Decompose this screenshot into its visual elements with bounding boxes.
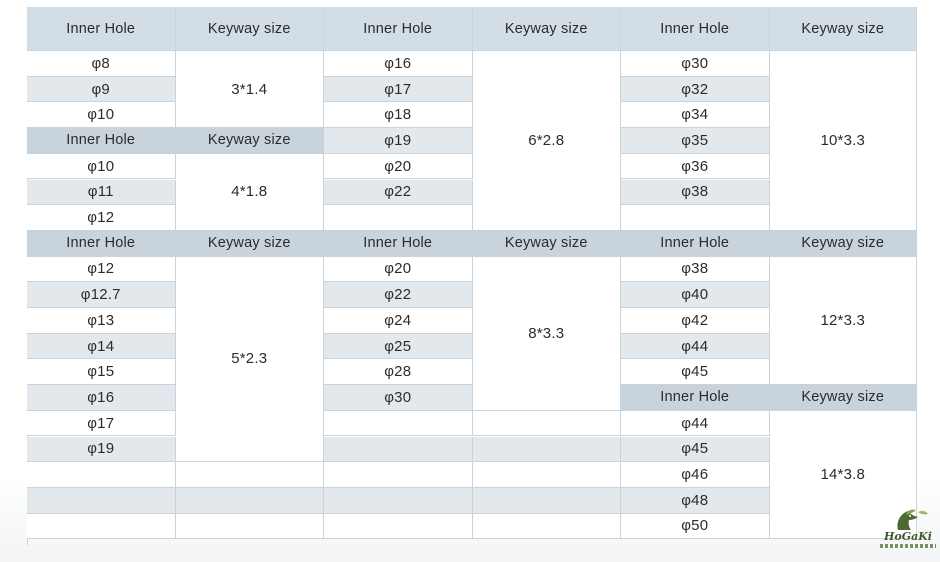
inner-hole-cell: φ42 xyxy=(621,308,770,334)
inner-hole-cell: φ45 xyxy=(621,359,770,385)
header-inner-hole: Inner Hole xyxy=(324,231,473,257)
empty-cell xyxy=(473,437,622,463)
header-inner-hole: Inner Hole xyxy=(27,128,176,154)
inner-hole-cell: φ46 xyxy=(621,462,770,488)
empty-cell xyxy=(176,462,325,488)
inner-hole-cell: φ40 xyxy=(621,282,770,308)
inner-hole-cell: φ15 xyxy=(27,359,176,385)
empty-cell xyxy=(324,514,473,540)
header-inner-hole: Inner Hole xyxy=(621,385,770,411)
brand-logo xyxy=(878,508,938,554)
keyway-size-table xyxy=(27,7,917,545)
empty-cell xyxy=(473,462,622,488)
inner-hole-cell: φ44 xyxy=(621,411,770,437)
inner-hole-cell: φ20 xyxy=(324,257,473,283)
header-keyway-size: Keyway size xyxy=(770,231,918,257)
header-keyway-size: Keyway size xyxy=(770,7,918,51)
empty-cell xyxy=(324,437,473,463)
inner-hole-cell: φ34 xyxy=(621,102,770,128)
logo-wordmark: HoGaKi xyxy=(884,530,932,543)
inner-hole-cell: φ50 xyxy=(621,514,770,540)
inner-hole-cell: φ19 xyxy=(324,128,473,154)
inner-hole-cell: φ22 xyxy=(324,282,473,308)
empty-cell xyxy=(324,488,473,514)
header-inner-hole: Inner Hole xyxy=(27,231,176,257)
inner-hole-cell: φ10 xyxy=(27,154,176,180)
keyway-size-cell: 14*3.8 xyxy=(770,411,918,540)
header-keyway-size: Keyway size xyxy=(473,7,622,51)
inner-hole-cell: φ25 xyxy=(324,334,473,360)
header-inner-hole: Inner Hole xyxy=(621,231,770,257)
inner-hole-cell: φ30 xyxy=(621,51,770,77)
empty-cell xyxy=(176,514,325,540)
keyway-size-cell: 3*1.4 xyxy=(176,51,325,128)
keyway-size-cell: 4*1.8 xyxy=(176,154,325,231)
header-keyway-size: Keyway size xyxy=(176,231,325,257)
inner-hole-cell: φ17 xyxy=(324,77,473,103)
inner-hole-cell: φ18 xyxy=(324,102,473,128)
keyway-size-cell: 6*2.8 xyxy=(473,51,622,231)
inner-hole-cell: φ38 xyxy=(621,180,770,206)
inner-hole-cell: φ17 xyxy=(27,411,176,437)
inner-hole-cell: φ22 xyxy=(324,180,473,206)
header-keyway-size: Keyway size xyxy=(770,385,918,411)
empty-cell xyxy=(473,488,622,514)
keyway-size-cell: 8*3.3 xyxy=(473,257,622,411)
inner-hole-cell: φ13 xyxy=(27,308,176,334)
inner-hole-cell: φ12.7 xyxy=(27,282,176,308)
inner-hole-cell: φ12 xyxy=(27,205,176,231)
empty-cell xyxy=(27,462,176,488)
empty-cell xyxy=(324,411,473,437)
keyway-size-cell: 10*3.3 xyxy=(770,51,918,231)
keyway-size-cell: 5*2.3 xyxy=(176,257,325,463)
empty-cell xyxy=(473,411,622,437)
inner-hole-cell: φ11 xyxy=(27,180,176,206)
header-keyway-size: Keyway size xyxy=(176,7,325,51)
inner-hole-cell: φ19 xyxy=(27,437,176,463)
inner-hole-cell: φ28 xyxy=(324,359,473,385)
inner-hole-cell: φ16 xyxy=(324,51,473,77)
inner-hole-cell: φ44 xyxy=(621,334,770,360)
horse-head-leaf-icon xyxy=(878,508,938,532)
inner-hole-cell: φ16 xyxy=(27,385,176,411)
inner-hole-cell: φ24 xyxy=(324,308,473,334)
inner-hole-cell: φ10 xyxy=(27,102,176,128)
inner-hole-cell: φ38 xyxy=(621,257,770,283)
empty-cell xyxy=(324,462,473,488)
inner-hole-cell: φ14 xyxy=(27,334,176,360)
header-inner-hole: Inner Hole xyxy=(621,7,770,51)
empty-cell xyxy=(27,488,176,514)
logo-tagline-strip xyxy=(880,544,936,548)
empty-cell xyxy=(324,205,473,231)
keyway-size-cell: 12*3.3 xyxy=(770,257,918,386)
inner-hole-cell: φ8 xyxy=(27,51,176,77)
inner-hole-cell: φ48 xyxy=(621,488,770,514)
header-inner-hole: Inner Hole xyxy=(324,7,473,51)
empty-cell xyxy=(27,514,176,540)
inner-hole-cell: φ36 xyxy=(621,154,770,180)
empty-cell xyxy=(473,514,622,540)
inner-hole-cell: φ30 xyxy=(324,385,473,411)
empty-cell xyxy=(621,205,770,231)
header-inner-hole: Inner Hole xyxy=(27,7,176,51)
header-keyway-size: Keyway size xyxy=(176,128,325,154)
empty-cell xyxy=(176,488,325,514)
inner-hole-cell: φ9 xyxy=(27,77,176,103)
header-keyway-size: Keyway size xyxy=(473,231,622,257)
inner-hole-cell: φ12 xyxy=(27,257,176,283)
inner-hole-cell: φ45 xyxy=(621,437,770,463)
inner-hole-cell: φ35 xyxy=(621,128,770,154)
inner-hole-cell: φ20 xyxy=(324,154,473,180)
inner-hole-cell: φ32 xyxy=(621,77,770,103)
